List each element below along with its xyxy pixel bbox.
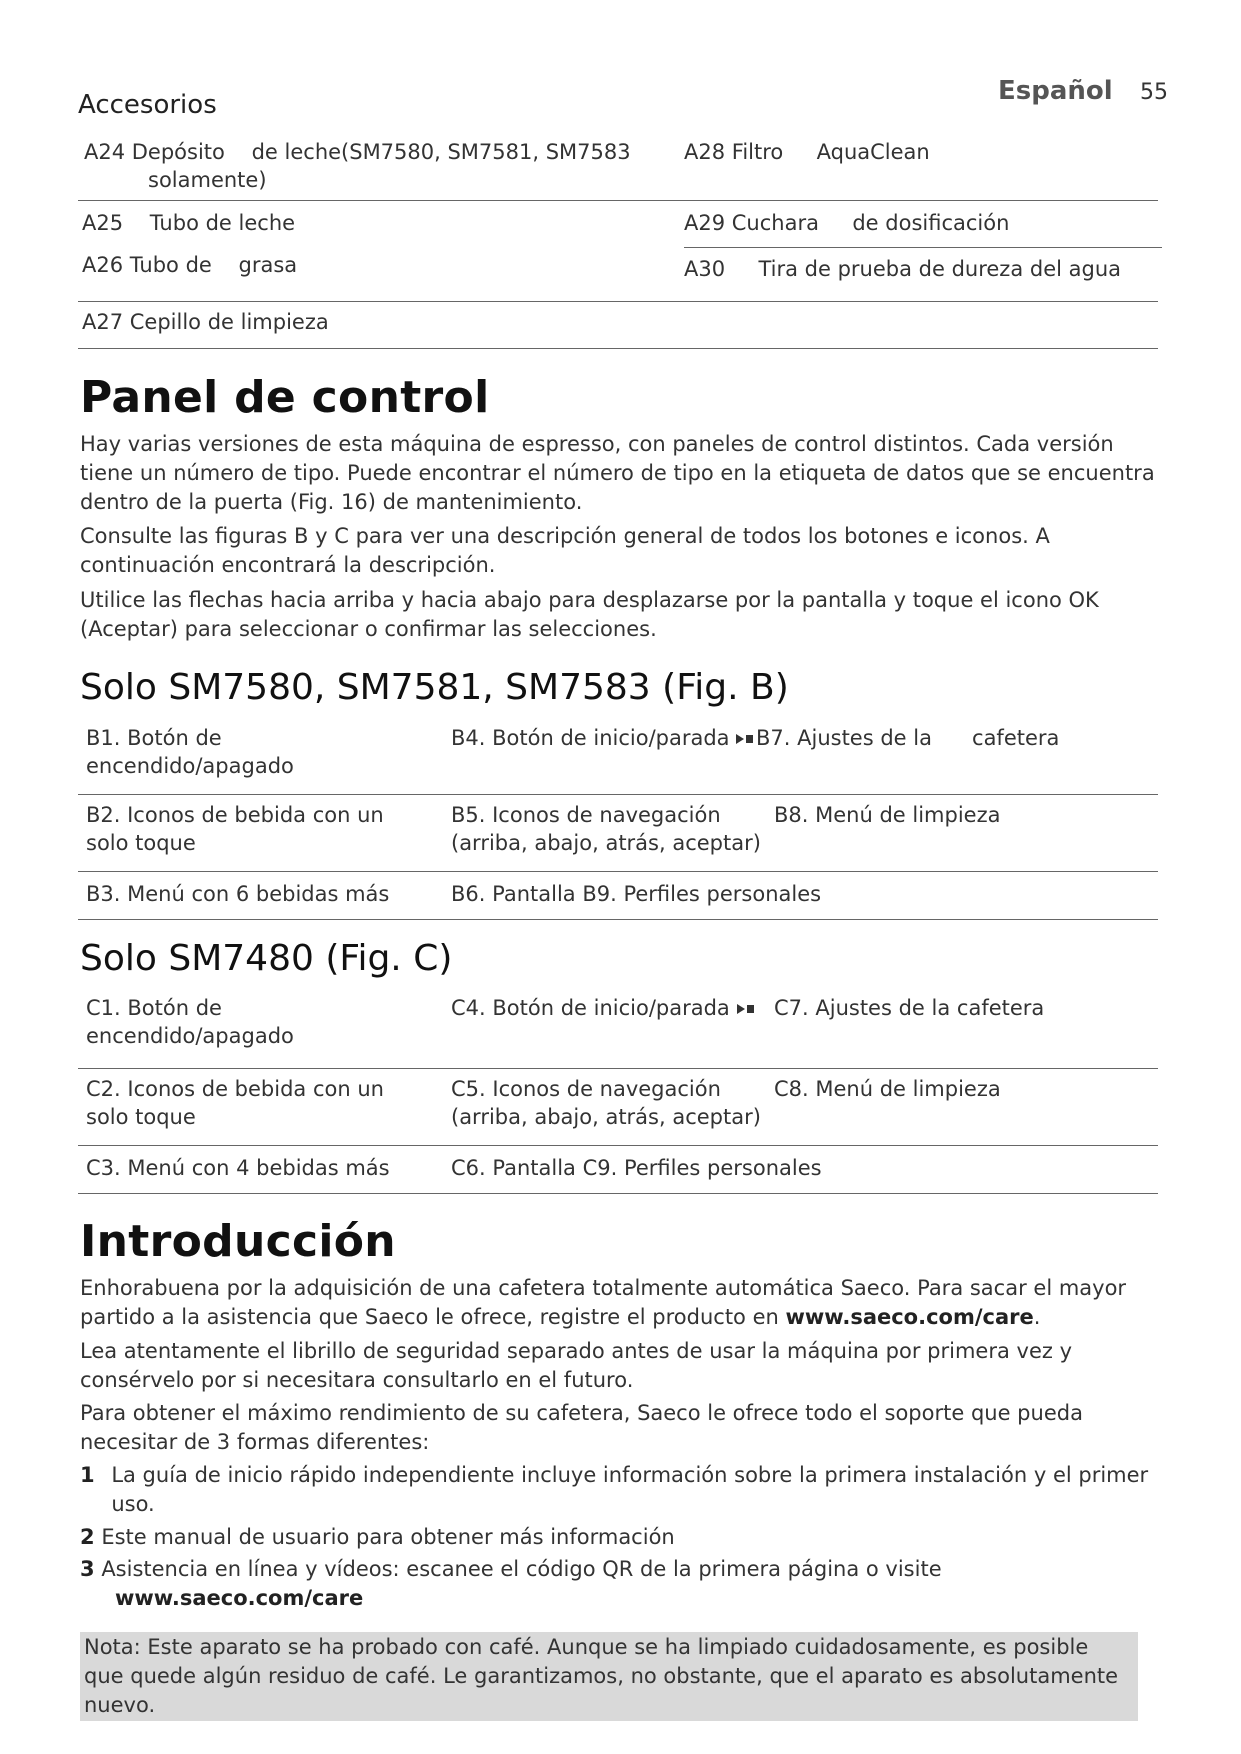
table-cell: A25 Tubo de leche	[82, 211, 296, 235]
table-row	[78, 795, 1158, 872]
panel-title: Panel de control	[80, 372, 490, 423]
panel-paragraph-1: Hay varias versiones de esta máquina de espresso, con paneles de control distintos. Cada versión tiene un número de tipo. Puede encontrar el número de tipo en la etiqueta de datos que se encuentra dentro de la puerta (Fig. 16) de mantenimiento.	[80, 432, 1155, 514]
table-cell: solo toque	[86, 831, 196, 855]
table-cell: solo toque	[86, 1105, 196, 1129]
table-cell: encendido/apagado	[86, 1024, 294, 1048]
start-stop-label: C4. Botón de inicio/parada	[451, 996, 730, 1020]
play-pause-icon	[737, 1003, 755, 1015]
intro-text-end: .	[1033, 1305, 1041, 1329]
intro-paragraph-1	[80, 1274, 1160, 1332]
table-cell: C1. Botón de	[86, 996, 222, 1020]
table-row	[78, 247, 1158, 302]
intro-text: Enhorabuena por la adquisición de una cafetera totalmente automática Saeco. Para sacar el mayor partido a la asistencia que Saeco le ofrece, registre el producto en	[80, 1276, 1127, 1329]
saeco-care-link[interactable]: www.saeco.com/care	[785, 1305, 1034, 1329]
table-cell: A28 Filtro AquaClean	[684, 140, 930, 164]
accessories-title: Accesorios	[78, 90, 217, 120]
table-cell: C8. Menú de limpieza	[774, 1077, 1001, 1101]
table-cell: A27 Cepillo de limpieza	[82, 310, 329, 334]
start-stop-label: B4. Botón de inicio/parada	[451, 726, 730, 750]
intro-paragraph-3: Para obtener el máximo rendimiento de su cafetera, Saeco le ofrece todo el soporte que pueda necesitar de 3 formas diferentes:	[80, 1401, 1083, 1454]
table-cell: A24 Depósito de leche(SM7580, SM7581, SM7583	[84, 140, 631, 164]
table-cell: B3. Menú con 6 bebidas más	[86, 882, 390, 906]
fig-b-table	[78, 722, 1158, 920]
page-number: 55	[1140, 80, 1168, 105]
fig-b-title: Solo SM7580, SM7581, SM7583 (Fig. B)	[80, 667, 789, 708]
table-row	[78, 992, 1158, 1069]
table-cell: C2. Iconos de bebida con un	[86, 1077, 384, 1101]
table-cell: A26 Tubo de grasa	[82, 253, 298, 277]
accessories-table	[78, 136, 1158, 349]
header-language: Español	[998, 76, 1113, 106]
table-cell: B5. Iconos de navegación	[451, 803, 721, 827]
fig-c-table	[78, 992, 1158, 1194]
list-item	[80, 1555, 1160, 1584]
table-row	[78, 136, 1158, 201]
list-link-row	[115, 1584, 1015, 1613]
list-text: La guía de inicio rápido independiente incluye información sobre la primera instalación y el primer uso.	[111, 1463, 1149, 1516]
table-row	[78, 1146, 1158, 1194]
table-cell: B2. Iconos de bebida con un	[86, 803, 384, 827]
table-cell: B7. Ajustes de la cafetera	[756, 726, 1060, 750]
note-box: Nota: Este aparato se ha probado con café. Aunque se ha limpiado cuidadosamente, es posible que quede algún residuo de café. Le garantizamos, no obstante, que el aparato es absolutamente nuevo.	[80, 1632, 1138, 1721]
panel-paragraph-2: Consulte las figuras B y C para ver una descripción general de todos los botones e iconos. A continuación encontrará la descripción.	[80, 524, 1050, 577]
table-cell: B1. Botón de	[86, 726, 222, 750]
list-number: 2	[80, 1525, 95, 1549]
table-cell: (arriba, abajo, atrás, aceptar)	[451, 831, 761, 855]
table-cell: C6. Pantalla C9. Perfiles personales	[451, 1156, 822, 1180]
list-number: 3	[80, 1557, 95, 1581]
table-row	[78, 722, 1158, 795]
list-text: Asistencia en línea y vídeos: escanee el código QR de la primera página o visite	[101, 1557, 942, 1581]
fig-c-title: Solo SM7480 (Fig. C)	[80, 938, 453, 979]
intro-paragraph-2: Lea atentamente el librillo de seguridad separado antes de usar la máquina por primera vez y consérvelo por si necesitara consultarlo en el futuro.	[80, 1339, 1072, 1392]
table-cell: B8. Menú de limpieza	[774, 803, 1001, 827]
table-cell: B6. Pantalla B9. Perfiles personales	[451, 882, 822, 906]
panel-paragraph-3: Utilice las flechas hacia arriba y hacia abajo para desplazarse por la pantalla y toque el icono OK (Aceptar) para seleccionar o confirmar las selecciones.	[80, 588, 1099, 641]
table-cell: A30 Tira de prueba de dureza del agua	[684, 257, 1122, 281]
table-cell: C7. Ajustes de la cafetera	[774, 996, 1045, 1020]
table-cell: C3. Menú con 4 bebidas más	[86, 1156, 390, 1180]
list-text: Este manual de usuario para obtener más información	[101, 1525, 675, 1549]
table-row	[78, 201, 1158, 247]
list-item	[80, 1523, 1160, 1552]
table-row	[78, 872, 1158, 920]
table-cell	[451, 994, 755, 1022]
table-cell: (arriba, abajo, atrás, aceptar)	[451, 1105, 761, 1129]
table-row	[78, 302, 1158, 349]
play-pause-icon	[736, 733, 754, 745]
table-cell: A29 Cuchara de dosificación	[684, 211, 1010, 235]
list-item	[80, 1461, 1160, 1519]
table-cell: C5. Iconos de navegación	[451, 1077, 721, 1101]
table-cell: solamente)	[148, 168, 267, 192]
table-cell	[451, 724, 754, 752]
intro-title: Introducción	[80, 1216, 396, 1267]
list-number: 1	[80, 1463, 95, 1487]
table-cell: encendido/apagado	[86, 754, 294, 778]
table-row	[78, 1069, 1158, 1146]
saeco-care-link[interactable]: www.saeco.com/care	[115, 1586, 364, 1610]
